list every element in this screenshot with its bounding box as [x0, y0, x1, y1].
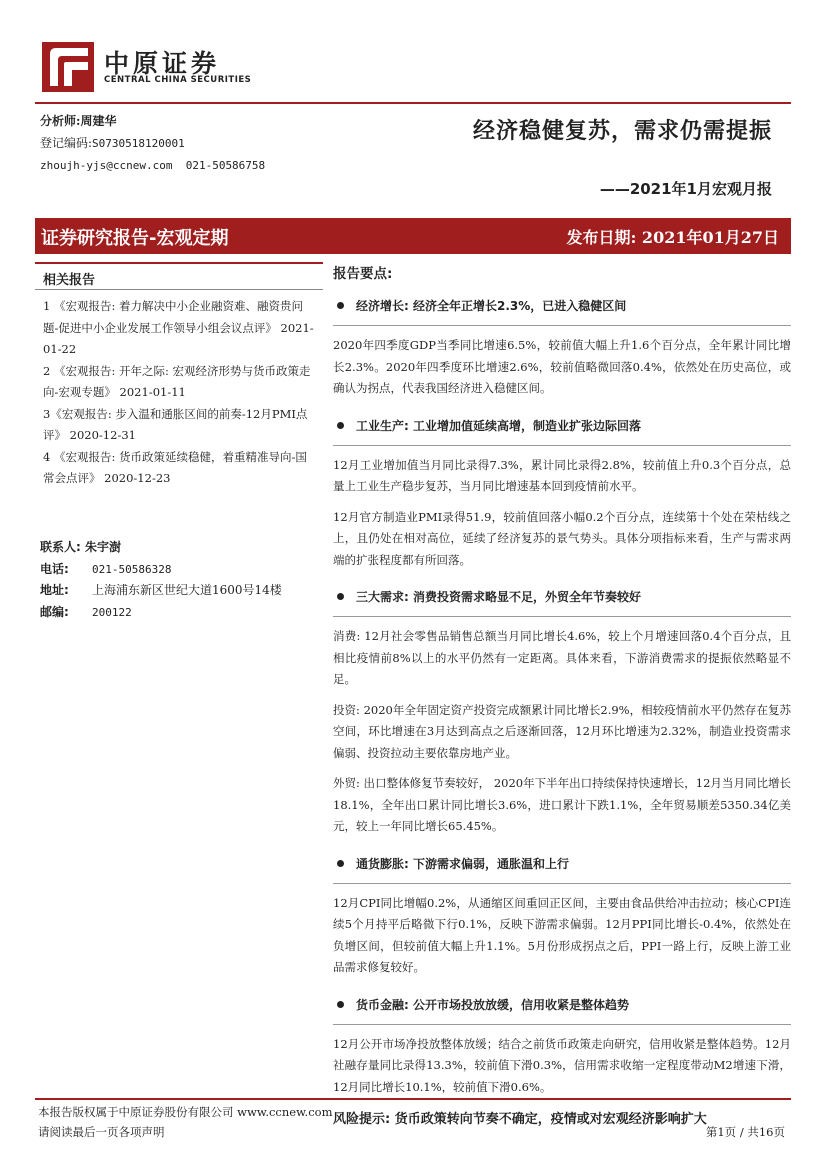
summary-heading: 报告要点:: [333, 266, 393, 282]
reg-code: S0730518120001: [92, 137, 185, 150]
analyst-label: 分析师:: [40, 114, 81, 128]
analyst-email[interactable]: zhoujh-yjs@ccnew.com: [40, 159, 173, 172]
section-title: 货币金融: 公开市场投放放缓，信用收紧是整体趋势: [333, 985, 791, 1025]
section-paragraph: 投资: 2020年全年固定资产投资完成额累计同比增长2.9%，相较疫情前水平仍然存在复苏空间，环比增速在3月达到高点之后逐渐回落，12月环比增速为2.32%，制造业投资需求偏弱、投资拉动主要依靠房地产业。: [333, 702, 791, 760]
section-paragraph: 外贸: 出口整体修复节奏较好， 2020年下半年出口持续保持快速增长，12月当月同比增长18.1%，全年出口累计同比增长3.6%，进口累计下跌1.1%，全年贸易顺差5350.34亿美元，较上一年同比增长65.45%。: [333, 776, 791, 833]
report-title: 经济稳健复苏，需求仍需提振: [472, 118, 772, 144]
report-summary: [333, 262, 791, 1127]
report-subtitle: ——2021年1月宏观月报: [599, 180, 772, 198]
analyst-info: [40, 110, 265, 177]
section-paragraph: 消费: 12月社会零售品销售总额当月同比增长4.6%，较上个月增速回落0.4个百分点，且相比疫情前8%以上的水平仍然有一定距离。具体来看，下游消费需求的提振依然略显不足。: [333, 629, 791, 686]
report-category: 证券研究报告-宏观定期: [41, 228, 229, 249]
header-divider: [35, 102, 791, 104]
bullet-icon: [337, 593, 344, 600]
logo-mark-icon: [42, 42, 94, 92]
contact-phone: 021-50586328: [92, 562, 172, 576]
publish-date: 发布日期: 2021年01月27日: [566, 228, 779, 247]
disclaimer-note: 请阅读最后一页各项声明: [38, 1125, 165, 1139]
bullet-icon: [337, 302, 344, 309]
related-report-item[interactable]: 4 《宏观报告: 货币政策延续稳健，着重精准导向-国常会点评》 2020-12-23: [43, 449, 307, 485]
section-title: 三大需求: 消费投资需求略显不足，外贸全年节奏较好: [333, 577, 791, 617]
section-paragraph: 12月工业增加值当月同比录得7.3%，累计同比录得2.8%，较前值上升0.3个百分点，总量上工业生产稳步复苏，当月同比增速基本回到疫情前水平。: [333, 457, 791, 493]
section-paragraph: 12月公开市场净投放整体放缓；结合之前货币政策走向研究，信用收紧是整体趋势。12月社融存量同比录得13.3%，较前值下滑0.3%，信用需求收缩一定程度带动M2增速下滑，12月同比增长10.1%，较前值下滑0.6%。: [333, 1036, 791, 1094]
contact-block: [40, 537, 282, 623]
contact-address: 上海浦东新区世纪大道1600号14楼: [92, 583, 282, 597]
logo-english-name: CENTRAL CHINA SECURITIES: [104, 75, 252, 85]
copyright-notice: 本报告版权属于中原证券股份有限公司 www.ccnew.com: [38, 1105, 333, 1119]
company-logo: [42, 42, 252, 92]
reg-label: 登记编码:: [40, 136, 93, 150]
address-label: 地址:: [40, 583, 69, 597]
related-report-item[interactable]: 3《宏观报告: 步入温和通胀区间的前奏-12月PMI点评》 2020-12-31: [43, 406, 308, 442]
section-paragraph: 12月CPI同比增幅0.2%，从通缩区间重回正区间，主要由食品供给冲击拉动；核心CPI连续5个月持平后略微下行0.1%，反映下游需求偏弱。12月PPI同比增长-0.4%，依然处在负增区间，但较前值大幅上升1.1%。5月份形成拐点之后，PPI一路上行，反映上游工业品需求修复较好。: [333, 895, 791, 974]
bullet-icon: [337, 860, 344, 867]
analyst-phone: 021-50586758: [185, 159, 266, 172]
section-title: 经济增长: 经济全年正增长2.3%，已进入稳健区间: [333, 286, 791, 326]
related-report-item[interactable]: 2 《宏观报告: 开年之际: 宏观经济形势与货币政策走向-宏观专题》 2021-01-11: [43, 363, 311, 399]
section-paragraph: 2020年四季度GDP当季同比增速6.5%，较前值大幅上升1.6个百分点，全年累计同比增长2.3%。2020年四季度环比增速2.6%，较前值略微回落0.4%，依然处在历史高位，或确认为拐点，代表我国经济进入稳健区间。: [333, 338, 791, 395]
section-title: 工业生产: 工业增加值延续高增，制造业扩张边际回落: [333, 406, 791, 446]
risk-warning: 风险提示: 货币政策转向节奏不确定，疫情或对宏观经济影响扩大: [333, 1112, 707, 1127]
contact-person: 联系人: 朱宇澍: [40, 540, 121, 554]
footer-divider: [35, 1098, 791, 1100]
report-banner: [35, 218, 791, 254]
related-reports: [35, 262, 323, 490]
zip-label: 邮编:: [40, 604, 69, 619]
logo-chinese-name: 中原证券: [104, 49, 221, 78]
page-number: 第1页 / 共16页: [705, 1125, 785, 1139]
related-report-item[interactable]: 1 《宏观报告: 着力解决中小企业融资难、融资贵问题-促进中小企业发展工作领导小组会议点评》 2021-01-22: [43, 299, 314, 356]
phone-label: 电话:: [40, 561, 69, 576]
contact-zip: 200122: [92, 605, 132, 619]
bullet-icon: [337, 422, 344, 429]
section-paragraph: 12月官方制造业PMI录得51.9，较前值回落小幅0.2个百分点，连续第十个处在荣枯线之上，且仍处在相对高位，延续了经济复苏的景气势头。具体分项指标来看，生产与需求两端的扩张程度都有所回落。: [333, 509, 791, 567]
analyst-name: 周建华: [80, 114, 117, 128]
bullet-icon: [337, 1001, 344, 1008]
related-reports-heading: 相关报告: [35, 262, 323, 290]
section-title: 通货膨胀: 下游需求偏弱，通胀温和上行: [333, 844, 791, 884]
